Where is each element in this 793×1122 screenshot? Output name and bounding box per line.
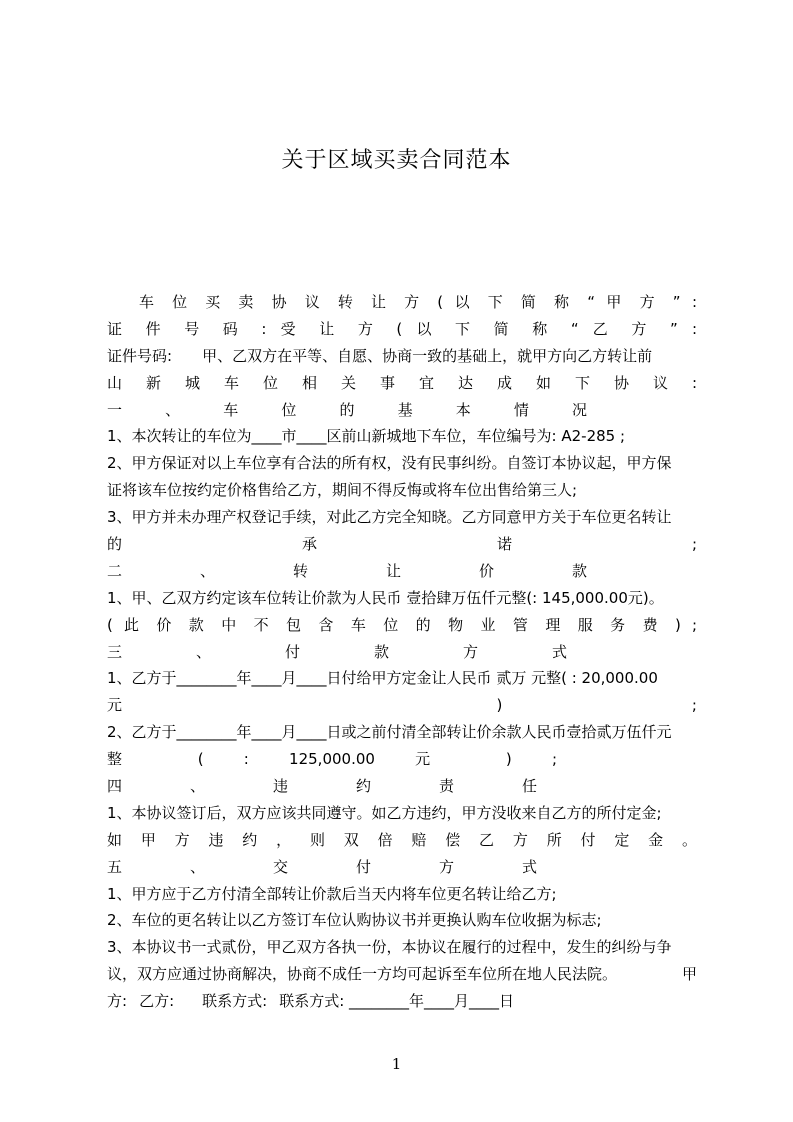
document-title: 关于区域买卖合同范本 [281, 148, 512, 173]
text-line: 1、本次转让的车位为____市____区前山新城地下车位，车位编号为: A2-285 ; [107, 427, 626, 446]
text-line: 如 甲 方 违 约 ， 则 双 倍 赔 偿 乙 方 所 付 定 金 。 [107, 830, 697, 849]
text-segment: 议，双方应通过协商解决，协商不成任一方均可起诉至车位所在地人民法院。 [107, 965, 618, 984]
text-line: 证将该车位按约定价格售给乙方，期间不得反悔或将车位出售给第三人; [107, 481, 578, 500]
text-line: 1、乙方于________年____月____日付给甲方定金让人民币 贰万 元整( : 20,000.00 [107, 669, 658, 688]
signature-line [107, 988, 697, 1015]
text-line [107, 961, 697, 988]
text-segment: 方: [107, 992, 128, 1011]
text-segment: 联系方式: [202, 992, 268, 1011]
text-line: 2、乙方于________年____月____日或之前付清全部转让价余款人民币壹拾贰万伍仟元 [107, 723, 672, 742]
text-line: 2、车位的更名转让以乙方签订车位认购协议书并更换认购车位收据为标志; [107, 911, 602, 930]
text-line: 2、甲方保证对以上车位享有合法的所有权，没有民事纠纷。自签订本协议起，甲方保 [107, 454, 672, 473]
text-line: 3、本协议书一式贰份，甲乙双方各执一份，本协议在履行的过程中，发生的纠纷与争 [107, 938, 672, 957]
text-segment: 甲 [681, 965, 697, 984]
text-line: 1、本协议签订后，双方应该共同遵守。如乙方违约，甲方没收来自乙方的所付定金; [107, 803, 662, 822]
section-heading: 四 、 违 约 责 任 [107, 777, 537, 796]
text-segment: 乙方: [139, 992, 175, 1011]
text-line [107, 343, 697, 370]
text-line: 整 ( : 125,000.00 元 ) ; [107, 750, 557, 769]
text-line: 证 件 号 码 : 受 让 方 ( 以 下 简 称 “ 乙 方 ” : [107, 319, 697, 338]
section-heading: 二 、 转 让 价 款 [107, 561, 587, 580]
text-line: 3、甲方并未办理产权登记手续，对此乙方完全知晓。乙方同意甲方关于车位更名转让 [107, 508, 672, 527]
page-number: 1 [391, 1055, 402, 1073]
text-line: 山 新 城 车 位 相 关 事 宜 达 成 如 下 协 议 : [107, 373, 697, 392]
contract-body [107, 289, 697, 1015]
text-line: 1、甲、乙双方约定该车位转让价款为人民币 壹拾肆万伍仟元整(: 145,000.00元)。 [107, 588, 664, 607]
text-line: 的 承 诺 ; [107, 535, 697, 554]
section-heading: 三 、 付 款 方 式 [107, 642, 567, 661]
text-segment: 证件号码: [107, 346, 173, 365]
text-segment: 联系方式: ________年____月____日 [279, 992, 515, 1011]
text-line: 元 ) ; [107, 696, 697, 715]
text-line: 1、甲方应于乙方付清全部转让价款后当天内将车位更名转让给乙方; [107, 884, 557, 903]
text-line: 车 位 买 卖 协 议 转 让 方 ( 以 下 简 称 “ 甲 方 ” : [139, 293, 697, 311]
text-line: ( 此 价 款 中 不 包 含 车 位 的 物 业 管 理 服 务 费 ) ; [107, 615, 697, 634]
text-segment: 甲、乙双方在平等、自愿、协商一致的基础上，就甲方向乙方转让前 [202, 346, 653, 365]
section-heading: 五 、 交 付 方 式 [107, 857, 537, 876]
section-heading: 一 、 车 位 的 基 本 情 况 [107, 400, 587, 419]
